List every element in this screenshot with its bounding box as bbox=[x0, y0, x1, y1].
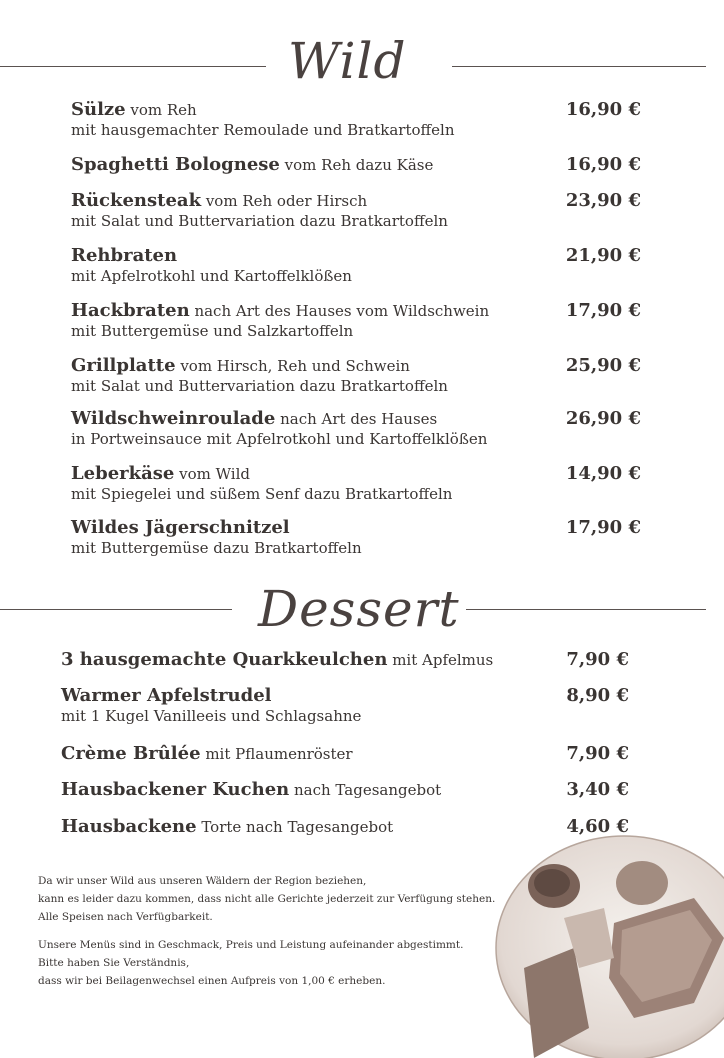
dish-name: Wildschweinroulade bbox=[71, 408, 276, 429]
dessert-heading: Dessert bbox=[258, 580, 460, 638]
notes bbox=[38, 872, 495, 990]
dish-name: Sülze bbox=[71, 99, 126, 120]
menu-item bbox=[71, 300, 641, 341]
note-line: Da wir unser Wild aus unseren Wäldern der Region beziehen, bbox=[38, 875, 367, 887]
dish-description: mit 1 Kugel Vanilleeis und Schlagsahne bbox=[61, 707, 362, 725]
dish-price: 8,90 € bbox=[566, 685, 629, 706]
dish-name: Wildes Jägerschnitzel bbox=[71, 517, 290, 538]
dish-description: mit Buttergemüse dazu Bratkartoffeln bbox=[71, 539, 362, 557]
dish-name: Hausbackene bbox=[61, 816, 197, 837]
menu-item bbox=[61, 779, 629, 801]
note-line: dass wir bei Beilagenwechsel einen Aufpreis von 1,00 € erheben. bbox=[38, 975, 386, 987]
dish-description: mit hausgemachter Remoulade und Bratkartoffeln bbox=[71, 121, 455, 139]
menu-item bbox=[61, 649, 629, 671]
dish-price: 26,90 € bbox=[565, 408, 641, 429]
menu-item bbox=[71, 99, 641, 140]
dish-name: Hackbraten bbox=[71, 300, 190, 321]
dish-name: Leberkäse bbox=[71, 463, 175, 484]
dish-note: mit Apfelmus bbox=[387, 651, 494, 669]
dish-note: vom Reh oder Hirsch bbox=[201, 192, 368, 210]
dish-price: 23,90 € bbox=[565, 190, 641, 211]
note-line: Unsere Menüs sind in Geschmack, Preis und Leistung aufeinander abgestimmt. bbox=[38, 939, 464, 951]
menu-item bbox=[71, 408, 641, 449]
dish-note: vom Hirsch, Reh und Schwein bbox=[175, 357, 410, 375]
dish-price: 3,40 € bbox=[566, 779, 629, 800]
note-line: Alle Speisen nach Verfügbarkeit. bbox=[38, 911, 213, 923]
dish-note: nach Art des Hauses vom Wildschwein bbox=[189, 302, 490, 320]
menu-item bbox=[61, 685, 629, 726]
dish-note: vom Reh bbox=[125, 101, 197, 119]
dish-price: 17,90 € bbox=[565, 300, 641, 321]
menu-item bbox=[71, 463, 641, 504]
dish-name: Rehbraten bbox=[71, 245, 178, 266]
menu-item bbox=[61, 743, 629, 765]
menu-item bbox=[71, 245, 641, 286]
dish-price: 7,90 € bbox=[566, 649, 629, 670]
dish-name: Crème Brûlée bbox=[61, 743, 201, 764]
dish-note: mit Pflaumenröster bbox=[200, 745, 353, 763]
dish-name: Grillplatte bbox=[71, 355, 176, 376]
dish-description: mit Buttergemüse und Salzkartoffeln bbox=[71, 322, 354, 340]
dish-price: 25,90 € bbox=[565, 355, 641, 376]
dish-note: nach Art des Hauses bbox=[275, 410, 438, 428]
dish-price: 4,60 € bbox=[566, 816, 629, 837]
menu-item bbox=[71, 517, 641, 558]
dish-name: Spaghetti Bolognese bbox=[71, 154, 280, 175]
dish-description: mit Spiegelei und süßem Senf dazu Bratkartoffeln bbox=[71, 485, 453, 503]
dish-name: 3 hausgemachte Quarkkeulchen bbox=[61, 649, 388, 670]
note-line: Bitte haben Sie Verständnis, bbox=[38, 957, 190, 969]
dish-description: mit Salat und Buttervariation dazu Bratkartoffeln bbox=[71, 377, 448, 395]
dessert-rule-left bbox=[0, 609, 232, 610]
dish-price: 16,90 € bbox=[565, 154, 641, 175]
dish-name: Warmer Apfelstrudel bbox=[61, 685, 272, 706]
dish-price: 14,90 € bbox=[565, 463, 641, 484]
note-line: kann es leider dazu kommen, dass nicht alle Gerichte jederzeit zur Verfügung stehen. bbox=[38, 893, 496, 905]
wild-rule-left bbox=[0, 66, 266, 67]
menu-item bbox=[71, 355, 641, 396]
dish-price: 21,90 € bbox=[565, 245, 641, 266]
dish-note: vom Wild bbox=[174, 465, 250, 483]
dessert-rule-right bbox=[466, 609, 706, 610]
dish-description: mit Apfelrotkohl und Kartoffelklößen bbox=[71, 267, 352, 285]
wild-heading: Wild bbox=[288, 32, 407, 90]
dish-description: in Portweinsauce mit Apfelrotkohl und Kartoffelklößen bbox=[71, 430, 488, 448]
dish-note: Torte nach Tagesangebot bbox=[196, 818, 394, 836]
dish-note: vom Reh dazu Käse bbox=[279, 156, 434, 174]
dish-description: mit Salat und Buttervariation dazu Bratkartoffeln bbox=[71, 212, 448, 230]
dish-name: Hausbackener Kuchen bbox=[61, 779, 290, 800]
dish-name: Rückensteak bbox=[71, 190, 202, 211]
menu-item bbox=[71, 190, 641, 231]
menu-item bbox=[71, 154, 641, 176]
dish-note: nach Tagesangebot bbox=[289, 781, 442, 799]
dish-price: 16,90 € bbox=[565, 99, 641, 120]
wild-rule-right bbox=[452, 66, 706, 67]
dish-price: 7,90 € bbox=[566, 743, 629, 764]
dish-price: 17,90 € bbox=[565, 517, 641, 538]
